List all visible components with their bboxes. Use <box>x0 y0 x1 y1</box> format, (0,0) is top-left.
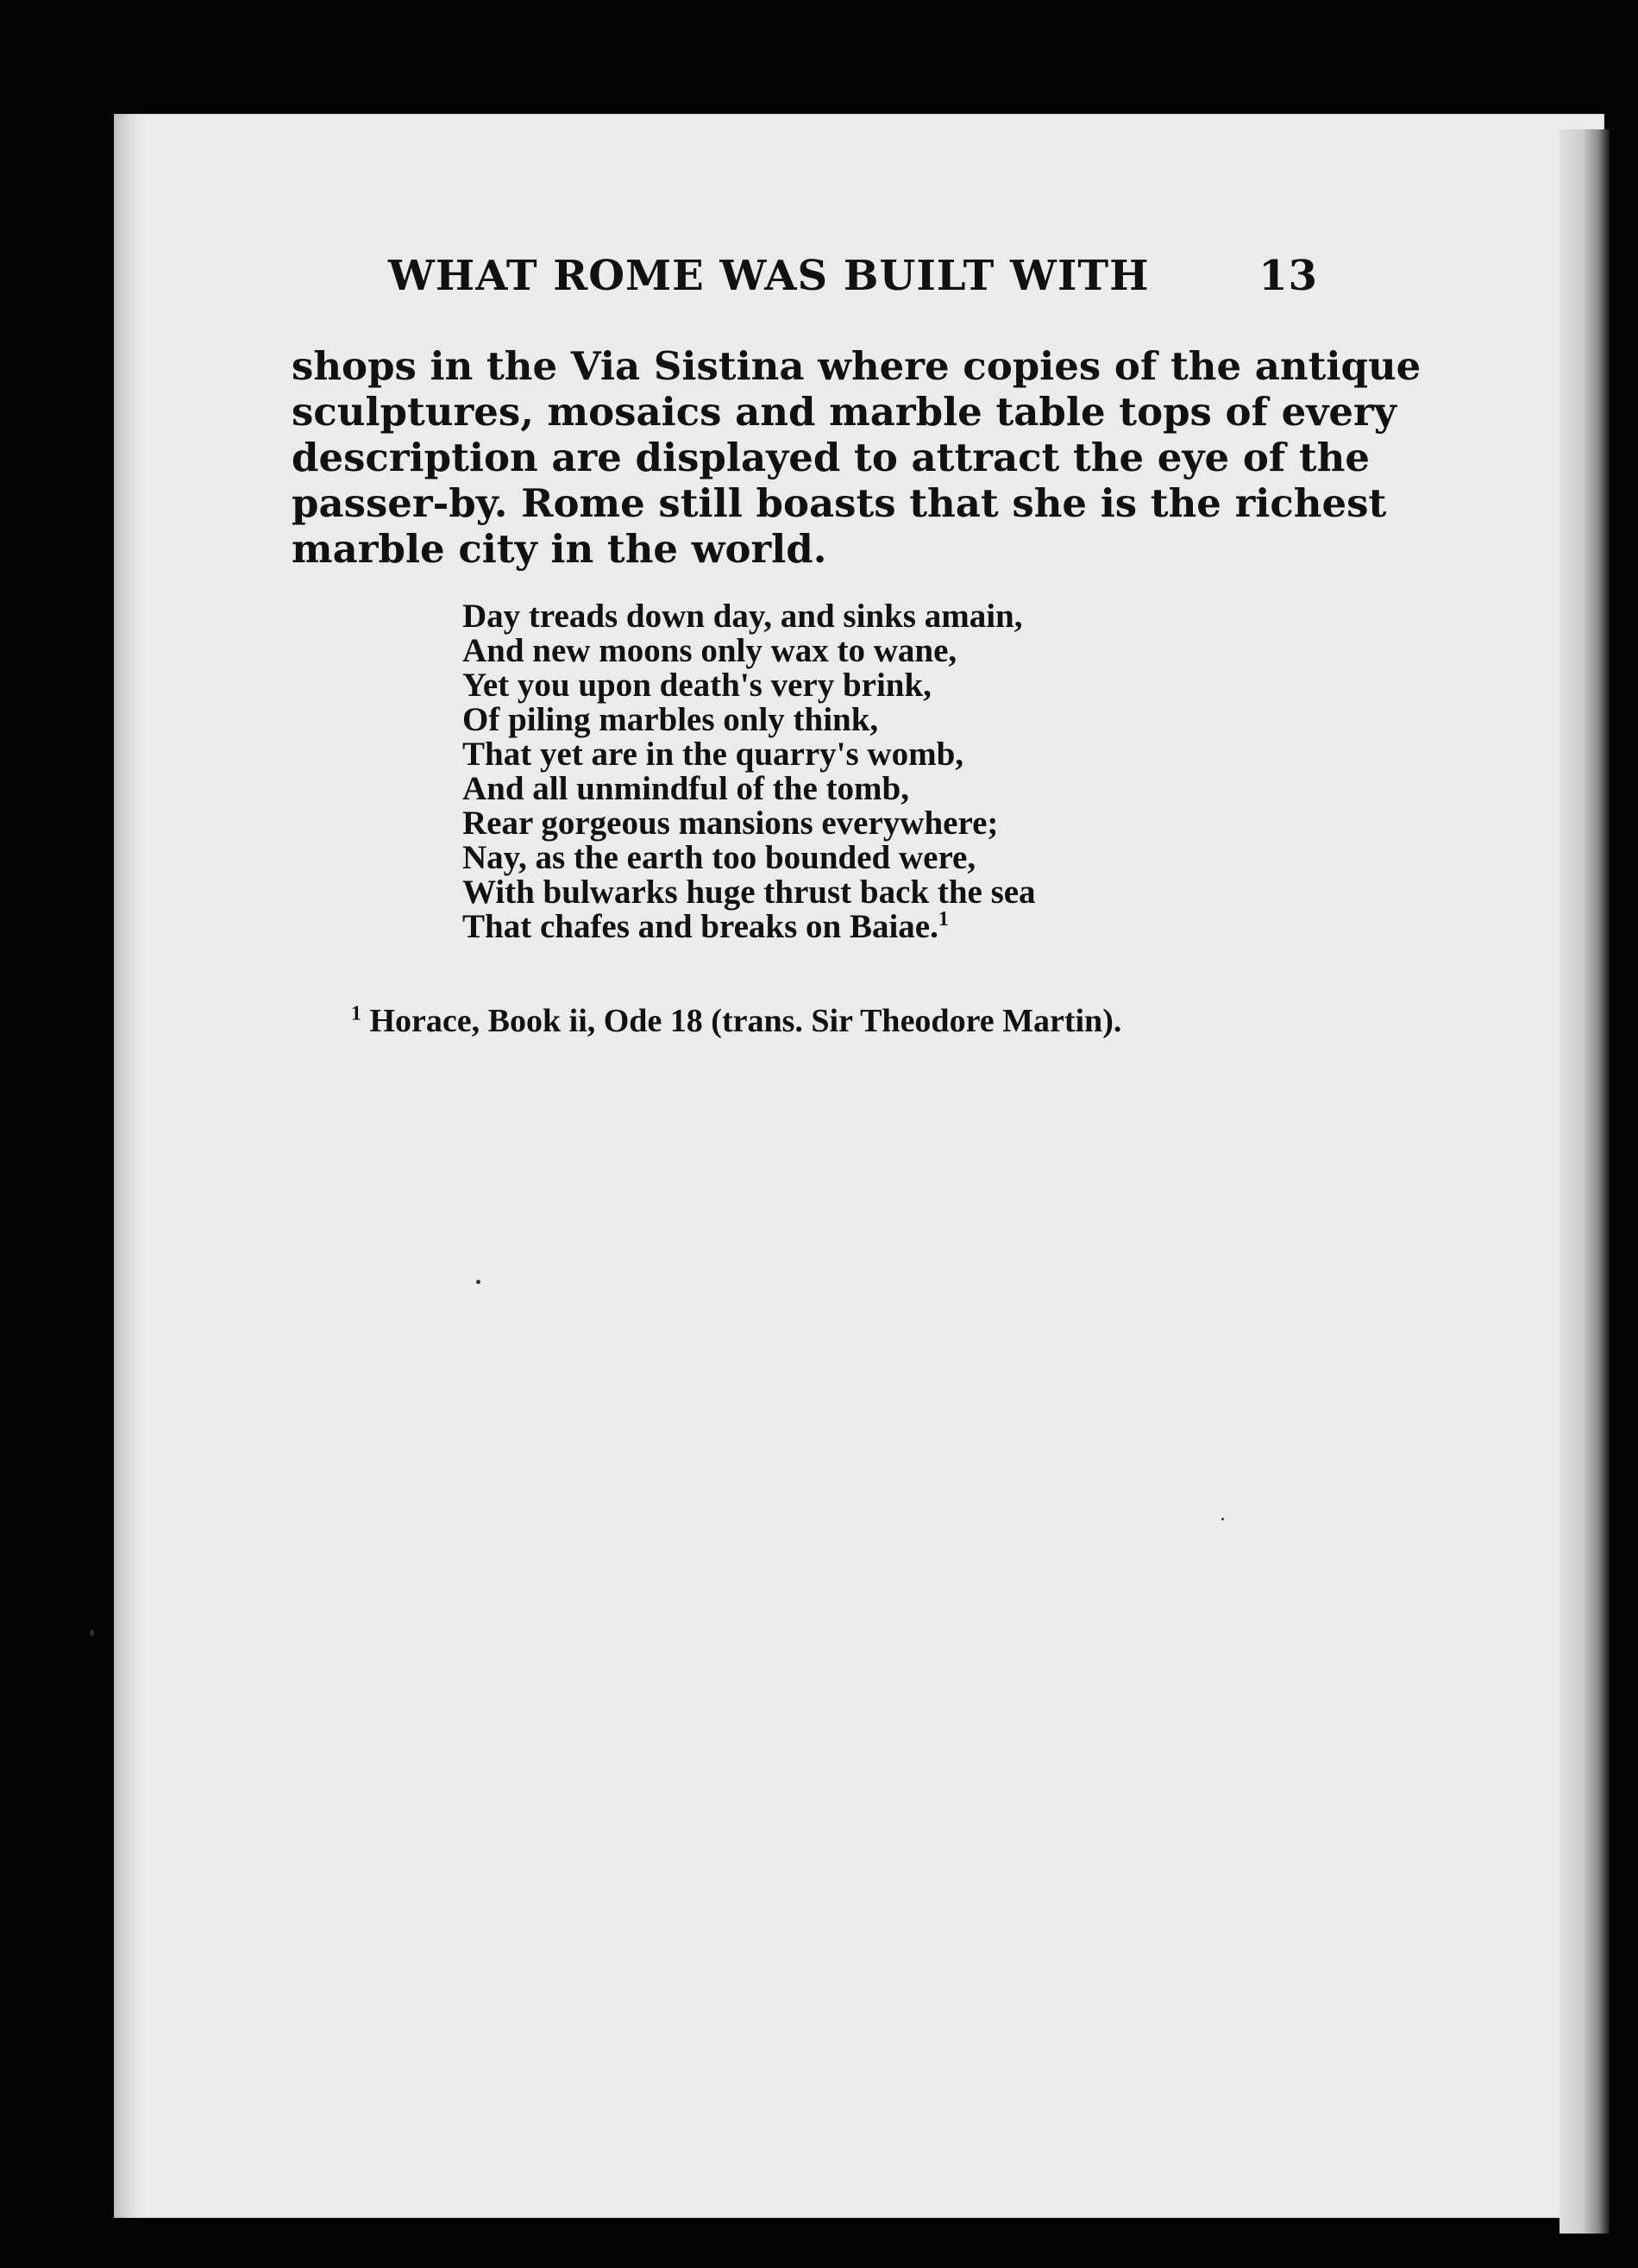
scan-speck <box>1221 1518 1224 1520</box>
body-line: marble city in the world. <box>292 526 827 572</box>
verse-line: Yet you upon death's very brink, <box>462 667 932 704</box>
verse-line: Nay, as the earth too bounded were, <box>462 839 976 876</box>
verse-line: That yet are in the quarry's womb, <box>462 736 964 773</box>
verse-line: Of piling marbles only think, <box>462 701 879 738</box>
verse-line: And new moons only wax to wane, <box>462 632 957 669</box>
body-line: description are displayed to attract the eye of the <box>292 435 1371 480</box>
verse-line: Day treads down day, and sinks amain, <box>462 598 1023 635</box>
running-head: WHAT ROME WAS BUILT WITH <box>388 252 1150 300</box>
body-line: passer-by. Rome still boasts that she is the richest <box>292 480 1387 526</box>
body-paragraph <box>292 343 1421 572</box>
page-number: 13 <box>1258 252 1318 300</box>
page-edge <box>1560 129 1610 2234</box>
page-gutter-shadow <box>114 114 140 2218</box>
verse-quotation <box>462 599 1152 944</box>
verse-line: Rear gorgeous mansions everywhere; <box>462 805 999 842</box>
body-line: sculptures, mosaics and marble table tops of every <box>292 389 1396 435</box>
verse-line: With bulwarks huge thrust back the sea <box>462 874 1036 911</box>
scan-speck <box>476 1280 480 1284</box>
verse-line <box>462 910 1152 944</box>
body-line: shops in the Via Sistina where copies of the antique <box>292 343 1421 389</box>
verse-line-text: That chafes and breaks on Baiae. <box>462 908 938 945</box>
verse-line: And all unmindful of the tomb, <box>462 770 909 807</box>
scan-speck <box>90 1630 94 1636</box>
footnote-marker: 1 <box>351 1002 361 1025</box>
footnote-text: Horace, Book ii, Ode 18 (trans. Sir Theodore Martin). <box>369 1003 1122 1039</box>
footnote-reference: 1 <box>938 908 949 930</box>
footnote <box>351 1002 1300 1040</box>
